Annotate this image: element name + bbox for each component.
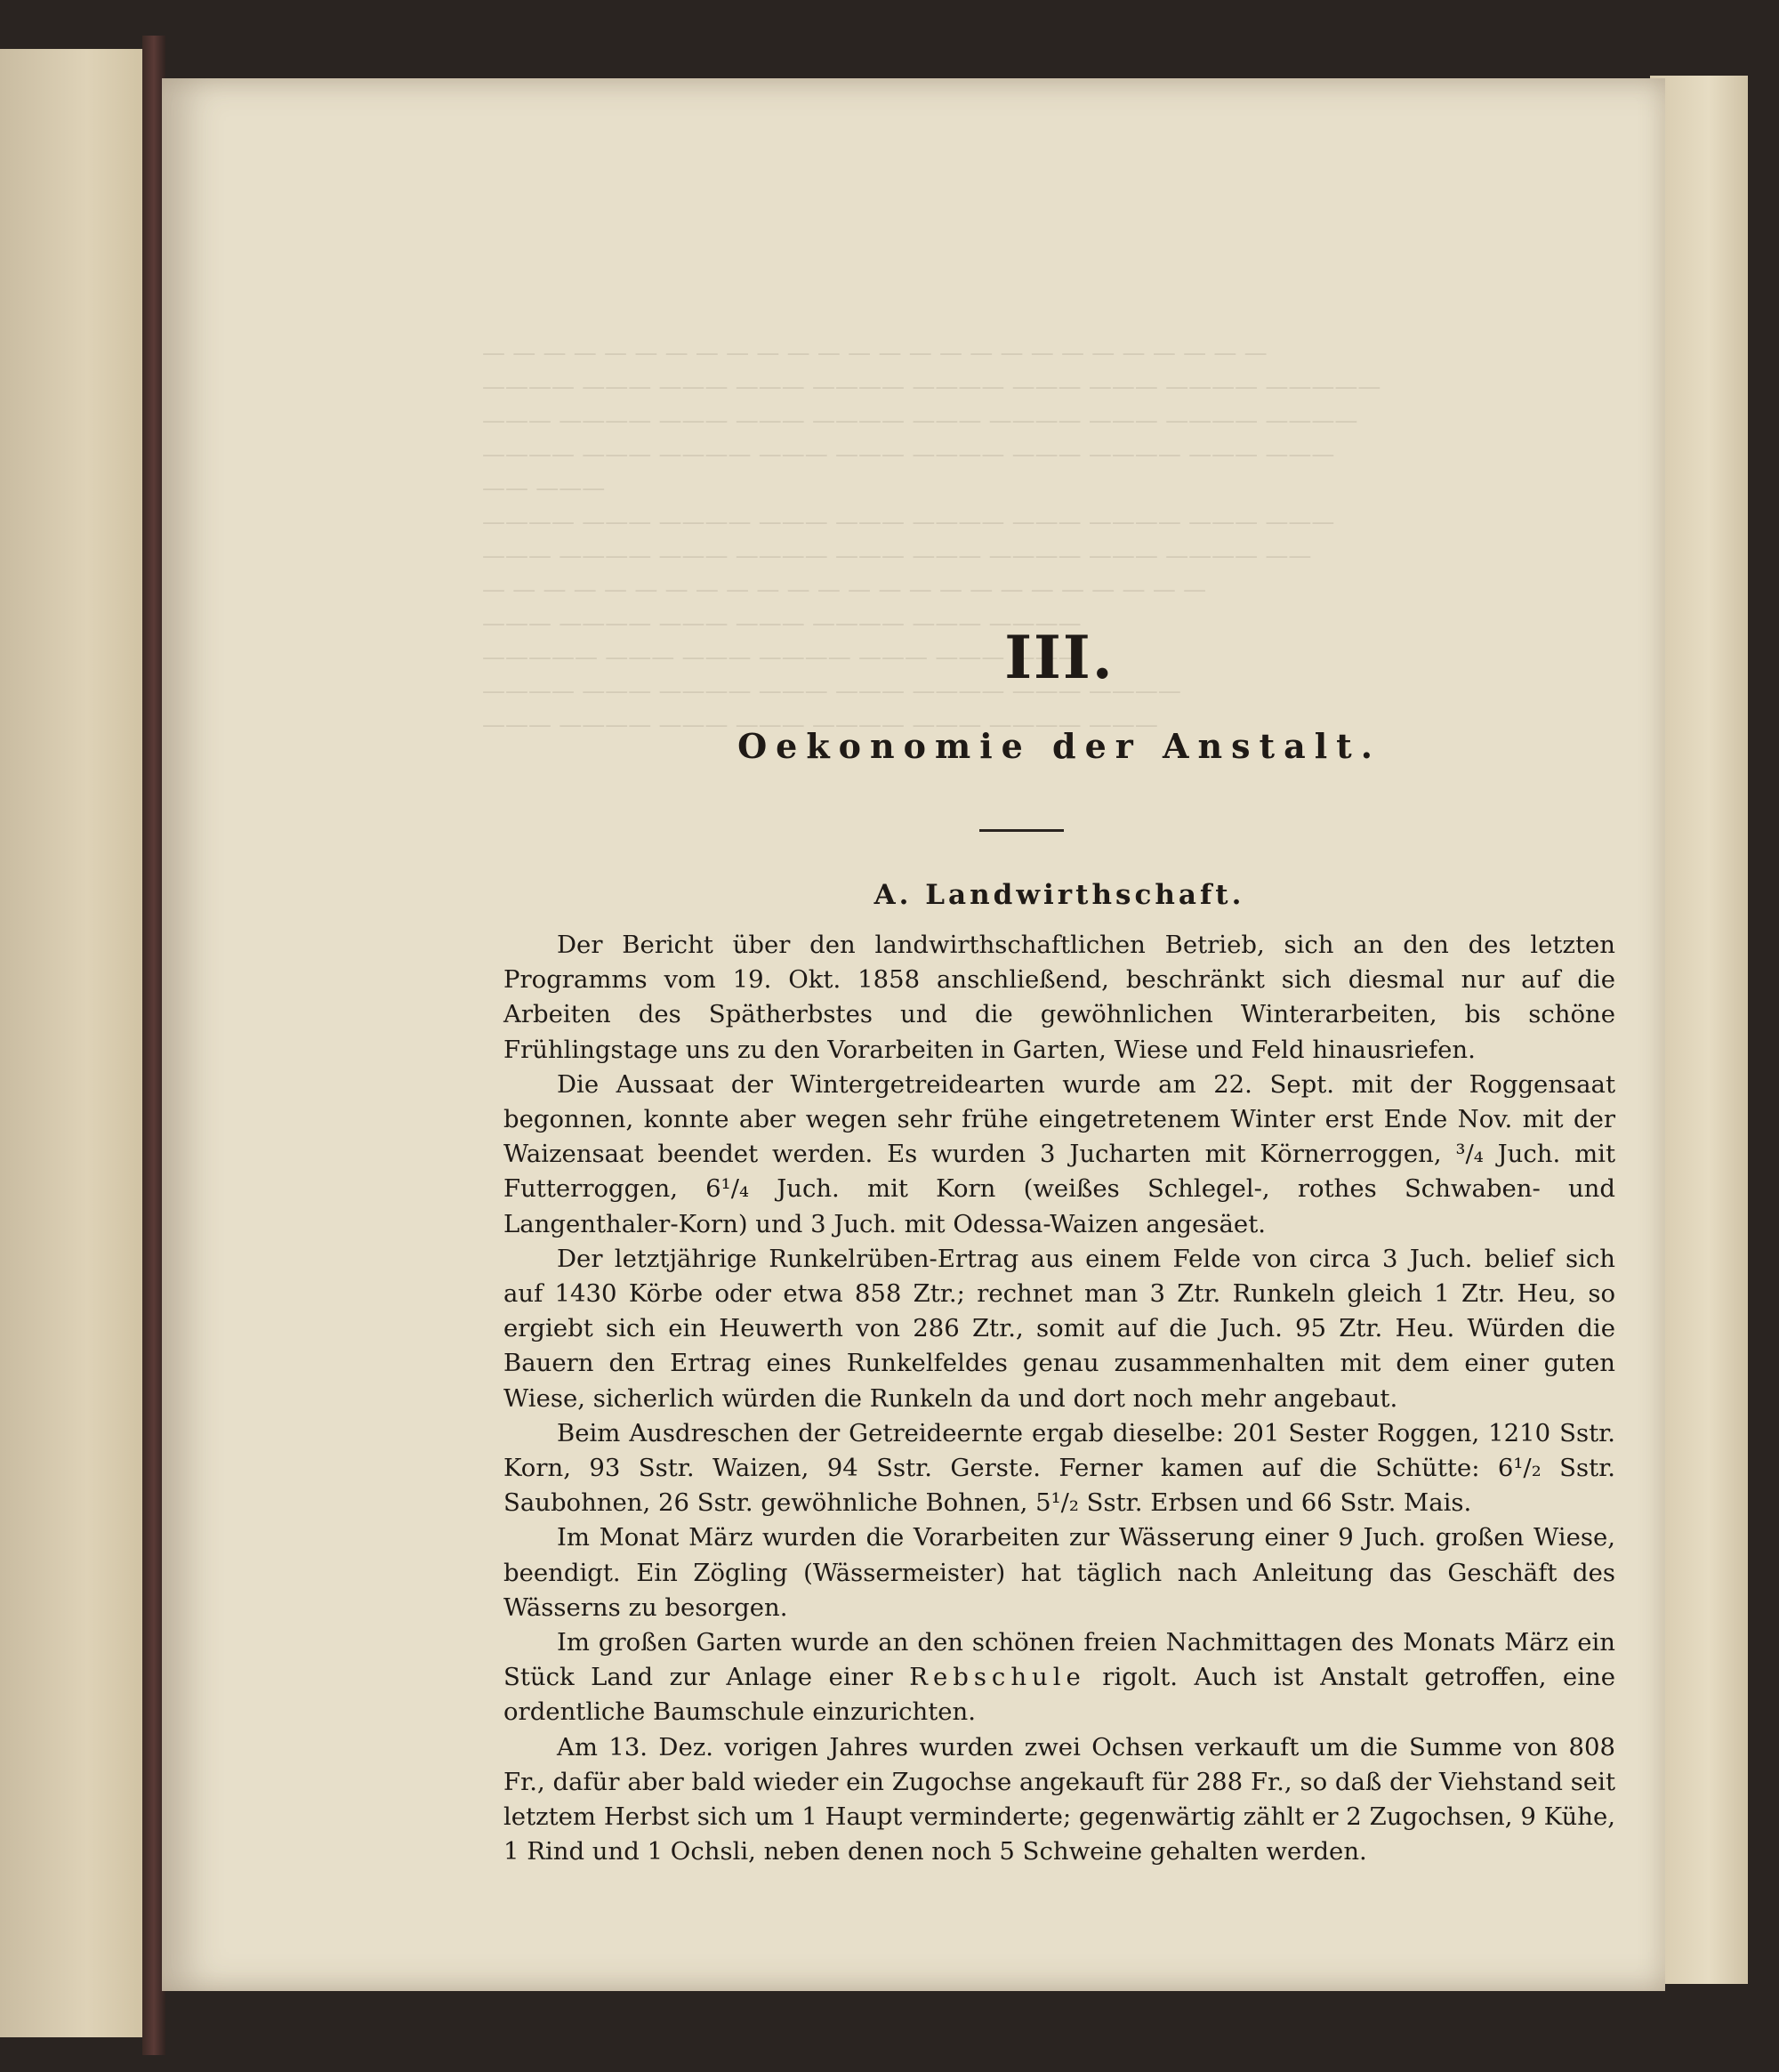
paragraph: Am 13. Dez. vorigen Jahres wurden zwei Ochsen verkauft um die Summe von 808 Fr., dafür aber bald wieder ein Zugochse angekauft für 288 Fr., so daß der Viehstand seit letztem Herbst sich um 1 Haupt verminderte; gegenwärtig zählt er 2 Zugochsen, 9 Kühe, 1 Rind und 1 Ochsli, neben denen noch 5 Schweine gehalten werden. (503, 1732, 1615, 1866)
section-heading (503, 879, 1615, 911)
emphasized-term: Rebschule (909, 1663, 1086, 1692)
title-divider (979, 829, 1064, 832)
chapter-title: Oekonomie der Anstalt. (737, 726, 1381, 766)
paragraph-text: rigolt. Auch ist Anstalt getroffen, eine ordentliche Baumschule einzurichten. (503, 1663, 1615, 1727)
paragraph: Der Bericht über den landwirthschaftlichen Betrieb, sich an den des letzten Programms vom 19. Okt. 1858 anschließend, beschränkt sich diesmal nur auf die Arbeiten des Spätherbstes und die gewöhnlichen Winterarbeiten, bis schöne Frühlingstage uns zu den Vorarbeiten in Garten, Wiese und Feld hinausriefen. (503, 931, 1615, 1064)
show-through-from-reverse: — — — — — — — — — — — — — — — — — — — — — — — — — — ———— ——— ——— ——— ———— ———— ——— ——— ———— ————— ——— ———— ——— ——— ———— ——— ———— ——— ———— ———— ———— ——— ———— ——— ——— ———— ——— ———— ——— ——— —— ——— ———— ——— ———— ——— ——— ———— ——— ———— ——— ——— ——— ———— ——— ———— ——— ——— ———— ——— ———— —— — — — — — — — — — — — — — — — — — — — — — — — — ——— ———— ——— ——— ———— ——— ———— ————— ——— ——— ———— ——— ——— ——— ———— ——— ———— ——— ——— ———— ——— ———— ——— ———— ——— ——— ———— ——— ———— ——— (482, 340, 1381, 738)
paragraph: Der letztjährige Runkelrüben-Ertrag aus einem Felde von circa 3 Juch. belief sich auf 1430 Körbe oder etwa 858 Ztr.; rechnet man 3 Ztr. Runkeln gleich 1 Ztr. Heu, so ergiebt sich ein Heuwerth von 286 Ztr., somit auf die Juch. 95 Ztr. Heu. Würden die Bauern den Ertrag eines Runkelfeldes genau zusammenhalten mit dem einer guten Wiese, sicherlich würden die Runkeln da und dort noch mehr angebaut. (503, 1244, 1615, 1413)
paragraph: Die Aussaat der Wintergetreidearten wurde am 22. Sept. mit der Roggensaat begonnen, konnte aber wegen sehr frühe eingetretenem Winter erst Ende Nov. mit der Waizensaat beendet werden. Es wurden 3 Jucharten mit Körnerroggen, ³/₄ Juch. mit Futterroggen, 6¹/₄ Juch. mit Korn (weißes Schlegel-, rothes Schwaben- und Langenthaler-Korn) und 3 Juch. mit Odessa-Waizen angesäet. (503, 1069, 1615, 1238)
paragraph (503, 1625, 1615, 1730)
book-page (162, 78, 1665, 1991)
chapter-number: III. (1004, 623, 1115, 692)
section-letter: A. (873, 879, 913, 911)
left-page-edge (0, 49, 158, 2037)
section-title: Landwirthschaft. (925, 879, 1245, 911)
paragraph: Beim Ausdreschen der Getreideernte ergab dieselbe: 201 Sester Roggen, 1210 Sstr. Korn, 93 Sstr. Waizen, 94 Sstr. Gerste. Ferner kamen auf die Schütte: 6¹/₂ Sstr. Saubohnen, 26 Sstr. gewöhnliche Bohnen, 5¹/₂ Sstr. Erbsen und 66 Sstr. Mais. (503, 1418, 1615, 1518)
paragraph-text: Im großen Garten wurde an den schönen freien Nachmittagen des Monats März ein Stück Land zur Anlage einer (503, 1628, 1615, 1692)
paragraph: Im Monat März wurden die Vorarbeiten zur Wässerung einer 9 Juch. großen Wiese, beendigt. Ein Zögling (Wässermeister) hat täglich nach Anleitung das Geschäft des Wässerns zu besorgen. (503, 1523, 1615, 1622)
body-text (503, 928, 1615, 1869)
